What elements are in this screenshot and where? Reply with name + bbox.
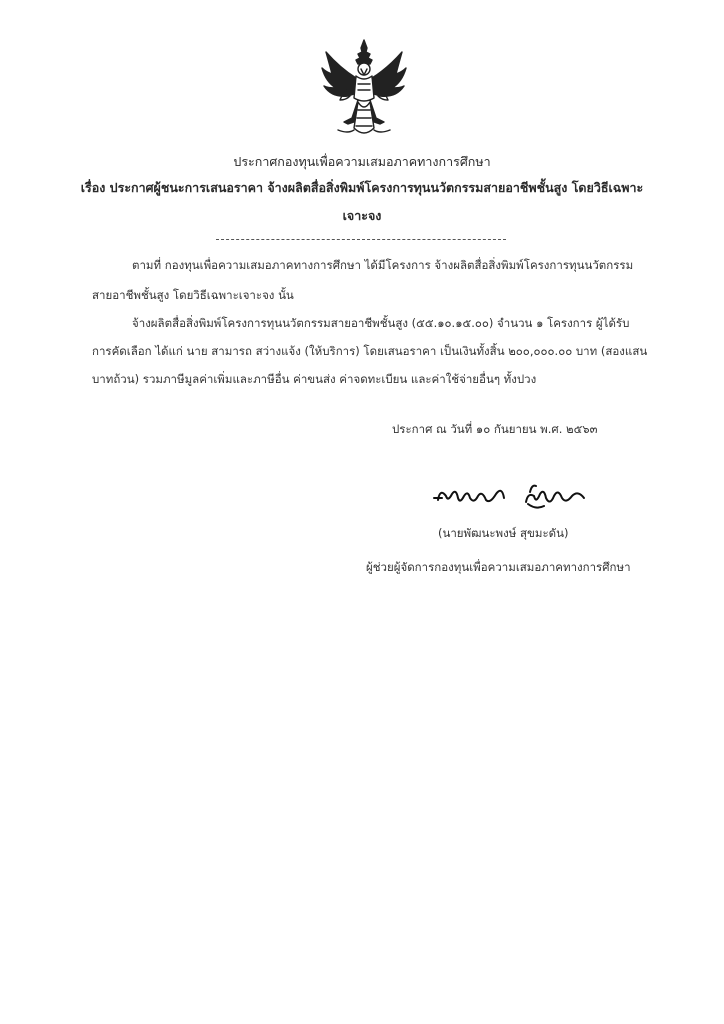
announcement-date: ประกาศ ณ วันที่ ๑๐ กันยายน พ.ศ. ๒๕๖๓ — [392, 422, 598, 436]
garuda-emblem-icon — [318, 38, 410, 142]
signer-name: (นายพัฒนะพงษ์ สุขมะดัน) — [438, 526, 569, 540]
document-agency-title: ประกาศกองทุนเพื่อความเสมอภาคทางการศึกษา — [233, 154, 491, 169]
dashed-divider — [216, 239, 506, 240]
signer-position: ผู้ช่วยผู้จัดการกองทุนเพื่อความเสมอภาคทางการศึกษา — [366, 560, 631, 574]
body-paragraph-2-line-3: บาทถ้วน) รวมภาษีมูลค่าเพิ่มและภาษีอื่น ค่าขนส่ง ค่าจดทะเบียน และค่าใช้จ่ายอื่นๆ ทั้งปวง — [92, 372, 537, 386]
body-paragraph-2-line-2: การคัดเลือก ได้แก่ นาย สามารถ สว่างแจ้ง (ให้บริการ) โดยเสนอราคา เป็นเงินทั้งสิ้น ๒๐๐,๐๐๐.๐๐ บาท (สองแสน — [92, 344, 648, 358]
document-subject: เรื่อง ประกาศผู้ชนะการเสนอราคา จ้างผลิตสื่อสิ่งพิมพ์โครงการทุนนวัตกรรมสายอาชีพชั้นสูง โดยวิธีเฉพาะ — [80, 180, 644, 195]
document-subject-continued: เจาะจง — [342, 208, 382, 223]
body-paragraph-1-line-1: ตามที่ กองทุนเพื่อความเสมอภาคทางการศึกษา ได้มีโครงการ จ้างผลิตสื่อสิ่งพิมพ์โครงการทุนนวัตกรรม — [132, 258, 634, 272]
body-paragraph-1-line-2: สายอาชีพชั้นสูง โดยวิธีเฉพาะเจาะจง นั้น — [92, 288, 294, 302]
body-paragraph-2-line-1: จ้างผลิตสื่อสิ่งพิมพ์โครงการทุนนวัตกรรมสายอาชีพชั้นสูง (๕๕.๑๐.๑๕.๐๐) จำนวน ๑ โครงการ ผู้ได้รับ — [132, 316, 630, 330]
handwritten-signature-icon — [432, 478, 592, 514]
